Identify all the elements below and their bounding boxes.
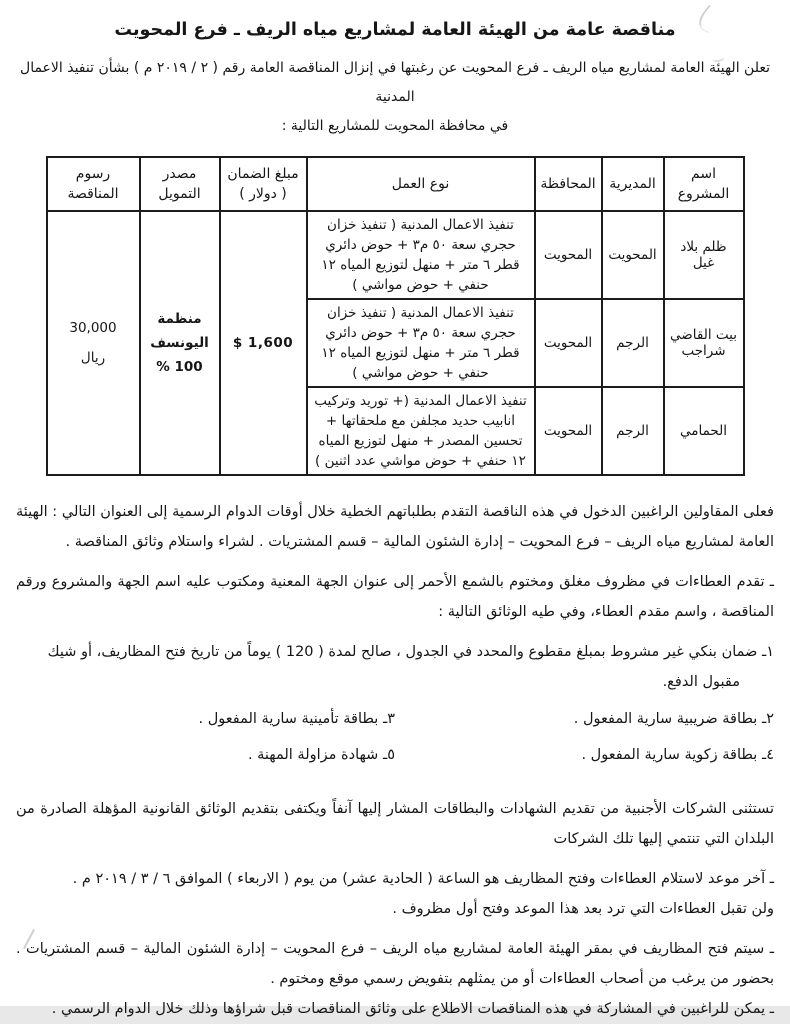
paragraph-envelope-opening-location: ـ سيتم فتح المظاريف في بمقر الهيئة العامة لمشاريع مياه الريف – فرع المحويت – إدارة الشئون المالية – قسم المشتريات . بحضور من يرغب من أصحاب العطاءات أو من يمثلهم بتفويض رسمي موقع ومختوم . <box>16 941 774 987</box>
required-documents-grid <box>16 701 774 773</box>
guarantee-header-line2: ( دولار ) <box>239 186 287 202</box>
work-type-cell: تنفيذ الاعمال المدنية ( تنفيذ خزان حجري سعة ٥٠ م٣ + حوض دائري قطر ٦ متر + منهل لتوزيع المياه ١٢ حنفي + حوض مواشي ) <box>307 211 535 299</box>
list-item-profession-certificate: ٥ـ شهادة مزاولة المهنة . <box>247 747 395 763</box>
funding-source-line2: اليونسف <box>150 335 209 351</box>
paragraph-foreign-companies-exemption: تستثنى الشركات الأجنبية من تقديم الشهادات والبطاقات المشار إليها آنفاً ويكتفى بتقديم الوثائق القانونية المؤهلة الصادرة من البلدان التي تنتمي إليها تلك الشركات <box>16 801 774 847</box>
paragraph-submission-address: فعلى المقاولين الراغبين الدخول في هذه الناقصة التقدم بطلباتهم الخطية خلال أوقات الدوام الرسمية إلى العنوان التالي : الهيئة العامة لمشاريع مياه الريف – فرع المحويت – إدارة الشئون المالية – قسم المشتريات . لشراء واستلام وثائق المناقصة . <box>16 504 774 550</box>
col-header-governorate: المحافظة <box>535 157 602 211</box>
guarantee-amount-value: $ 1,600 <box>232 335 294 351</box>
project-name-cell: ظلم بلاد غيل <box>664 211 744 299</box>
list-item-bank-guarantee: ١ـ ضمان بنكي غير مشروط بمبلغ مقطوع والمحدد في الجدول ، صالح لمدة ( 120 ) يوماً من تاريخ فتح المظاريف، أو شيك مقبول الدفع. <box>47 644 774 690</box>
paragraph-late-bids-rejected: ولن تقبل العطاءات التي ترد بعد هذا الموعد وفتح أول مظروف . <box>392 901 774 917</box>
table-row <box>47 211 744 299</box>
directorate-cell: الرجم <box>602 387 664 475</box>
col-header-project-name: اسم المشروع <box>664 157 744 211</box>
work-type-cell: تنفيذ الاعمال المدنية ( تنفيذ خزان حجري سعة ٥٠ م٣ + حوض دائري قطر ٦ متر + منهل لتوزيع المياه ١٢ حنفي + حوض مواشي ) <box>307 299 535 387</box>
project-name-cell: الحمامي <box>664 387 744 475</box>
funding-source-percentage: % 100 <box>156 359 203 375</box>
col-header-guarantee-amount <box>220 157 307 211</box>
directorate-cell: المحويت <box>602 211 664 299</box>
documents-column-right <box>395 701 774 773</box>
intro-line-2: في محافظة المحويت للمشاريع التالية : <box>281 118 509 134</box>
list-item-tax-card: ٢ـ بطاقة ضريبية سارية المفعول . <box>573 711 774 727</box>
paragraph-envelope-requirements: ـ تقدم العطاءات في مظروف مغلق ومختوم بالشمع الأحمر إلى عنوان الجهة المعنية ومكتوب عليه اسم الجهة والمشروع ورقم المناقصة ، واسم مقدم العطاء، وفي طيه الوثائق التالية : <box>16 574 774 620</box>
governorate-cell: المحويت <box>535 387 602 475</box>
documents-column-left <box>16 701 395 773</box>
tender-fees-cell <box>47 211 140 475</box>
guarantee-header-line1: مبلغ الضمان <box>227 166 299 182</box>
col-header-work-type: نوع العمل <box>307 157 535 211</box>
list-item-zakat-card: ٤ـ بطاقة زكوية سارية المفعول . <box>581 747 774 763</box>
col-header-directorate: المديرية <box>602 157 664 211</box>
tender-fees-currency: ريال <box>80 350 106 366</box>
project-name-cell: بيت القاضي شراجب <box>664 299 744 387</box>
table-header-row <box>47 157 744 211</box>
paragraph-document-review: ـ يمكن للراغبين في المشاركة في هذه المناقصات الاطلاع على وثائق المناقصات قبل شراؤها وذلك خلال الدوام الرسمي . <box>51 1001 774 1017</box>
col-header-tender-fees: رسوم المناقصة <box>47 157 140 211</box>
page-title: مناقصة عامة من الهيئة العامة لمشاريع مياه الريف ـ فرع المحويت <box>114 20 676 40</box>
projects-table <box>46 156 745 476</box>
governorate-cell: المحويت <box>535 211 602 299</box>
paragraph-deadline-date: ـ آخر موعد لاستلام العطاءات وفتح المظاريف هو الساعة ( الحادية عشر) من يوم ( الاربعاء ) الموافق ٦ / ٣ / ٢٠١٩ م . <box>72 871 774 887</box>
col-header-funding-source: مصدر التمويل <box>140 157 220 211</box>
intro-line-1: تعلن الهيئة العامة لمشاريع مياه الريف ـ فرع المحويت عن رغبتها في إنزال المناقصة العامة رقم ( ٢ / ٢٠١٩ م ) بشأن تنفيذ الاعمال المدنية <box>20 60 770 105</box>
list-item-insurance-card: ٣ـ بطاقة تأمينية سارية المفعول . <box>198 711 395 727</box>
governorate-cell: المحويت <box>535 299 602 387</box>
tender-fees-amount: 30,000 <box>69 320 117 336</box>
work-type-cell: تنفيذ الاعمال المدنية (+ توريد وتركيب انابيب حديد مجلفن مع ملحقاتها + تحسين المصدر + منهل لتوزيع المياه ١٢ حنفي + حوض مواشي عدد اثنين ) <box>307 387 535 475</box>
guarantee-amount-cell <box>220 211 307 475</box>
funding-source-line1: منظمة <box>157 311 202 327</box>
funding-source-cell <box>140 211 220 475</box>
directorate-cell: الرجم <box>602 299 664 387</box>
